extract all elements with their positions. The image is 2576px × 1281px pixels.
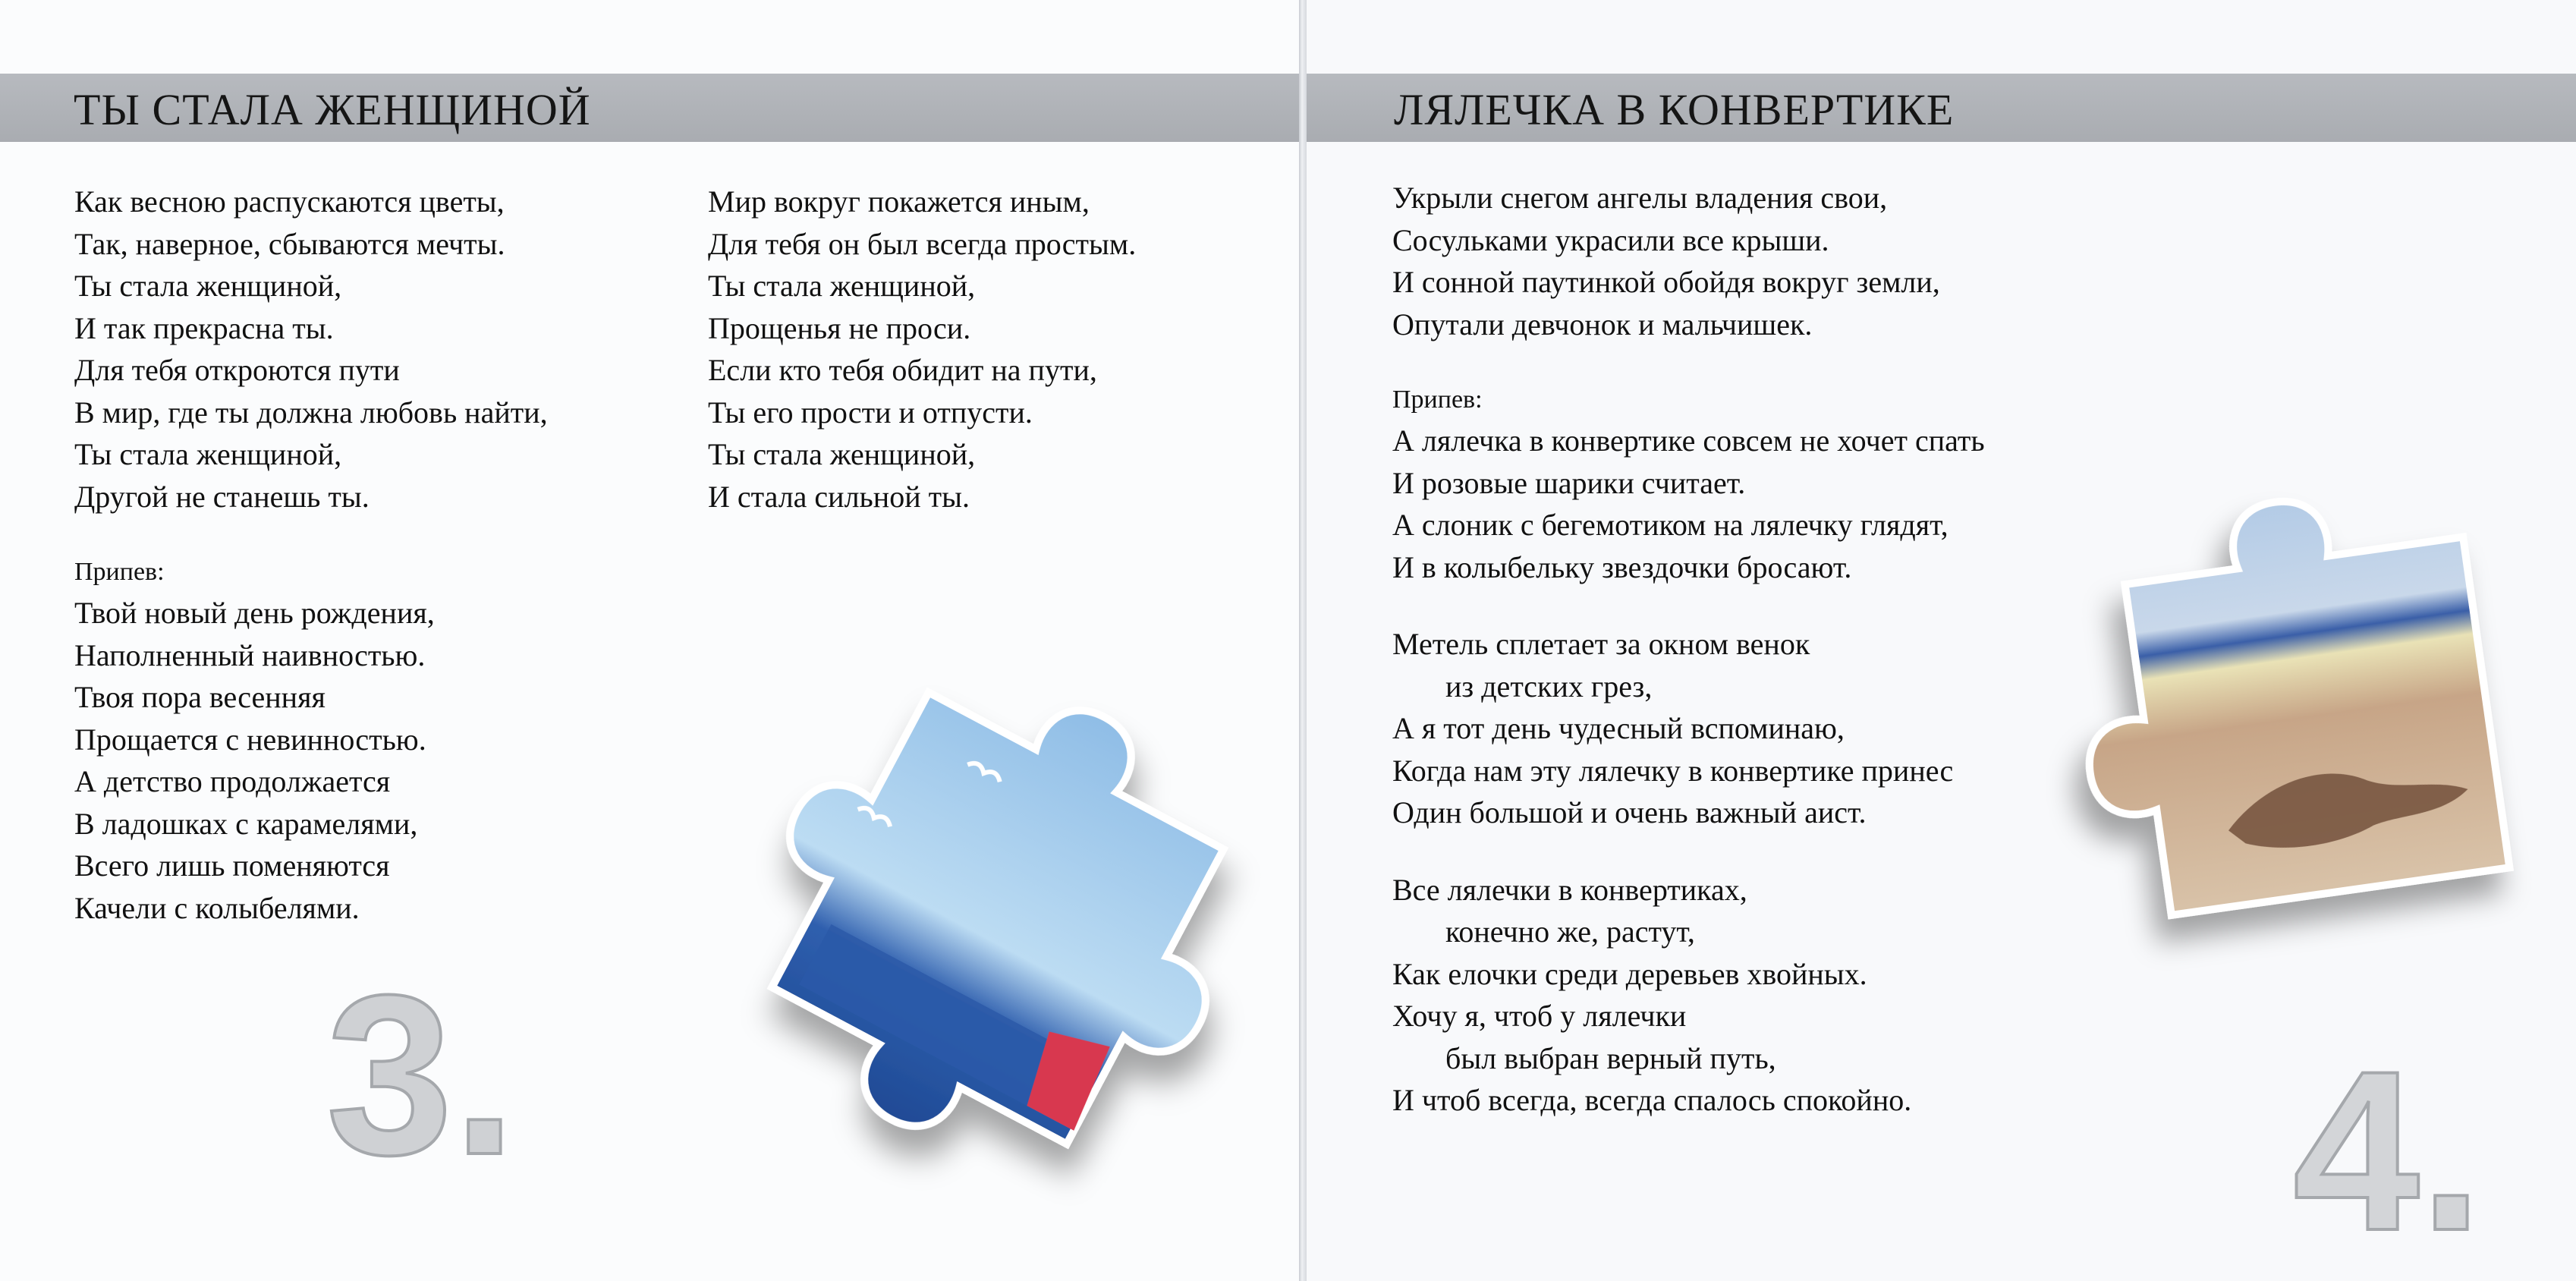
chorus-line: И в колыбельку звездочки бросают. xyxy=(1392,549,1852,584)
lyric-line: Прощенья не проси. xyxy=(708,310,971,345)
lyric-line: Метель сплетает за окном венок xyxy=(1392,627,1810,661)
lyric-line: Если кто тебя обидит на пути, xyxy=(708,353,1097,387)
chorus-line: Всего лишь поменяются xyxy=(74,848,390,883)
chorus-label: Припев: xyxy=(1392,386,1483,414)
lyric-line: Ты стала женщиной, xyxy=(74,269,342,303)
puzzle-image-beach xyxy=(2035,471,2566,1017)
lyrics-right xyxy=(1392,177,1985,1122)
lyric-line: Ты стала женщиной, xyxy=(708,437,976,471)
lyric-line: Так, наверное, сбываются мечты. xyxy=(74,226,505,261)
lyric-line: И стала сильной ты. xyxy=(708,479,970,514)
puzzle-image-sky-sea xyxy=(687,645,1294,1252)
song-title: ЛЯЛЕЧКА В КОНВЕРТИКЕ xyxy=(1394,85,1955,134)
chorus-line: А слоник с бегемотиком на лялечку глядят, xyxy=(1392,508,1949,542)
chorus-label: Припев: xyxy=(74,558,165,586)
lyric-line: Сосульками украсили все крыши. xyxy=(1392,222,1829,257)
lyric-line: Другой не станешь ты. xyxy=(74,479,370,514)
lyric-line: А я тот день чудесный вспоминаю, xyxy=(1392,711,1845,745)
page-number-3 xyxy=(326,941,561,1184)
lyric-line: Опутали девчонок и мальчишек. xyxy=(1392,307,1813,341)
lyric-line: Мир вокруг покажется иным, xyxy=(708,184,1090,219)
lyric-line: И чтоб всегда, всегда спалось спокойно. xyxy=(1392,1083,1912,1117)
book-gutter xyxy=(1299,0,1307,1281)
page-number-4 xyxy=(2293,1009,2521,1252)
chorus-line: Прощается с невинностью. xyxy=(74,722,426,757)
lyric-line: И сонной паутинкой обойдя вокруг земли, xyxy=(1392,265,1940,299)
lyric-line: И так прекрасна ты. xyxy=(74,310,334,345)
lyric-line: В мир, где ты должна любовь найти, xyxy=(74,395,548,430)
chorus-line: Качели с колыбелями. xyxy=(74,890,360,925)
lyric-line: Укрыли снегом ангелы владения свои, xyxy=(1392,181,1888,215)
chorus-line: А лялечка в конвертике совсем не хочет спать xyxy=(1392,423,1985,458)
lyric-line: Ты стала женщиной, xyxy=(708,269,976,303)
page-number-text: 3. xyxy=(326,947,517,1184)
title-band xyxy=(1307,74,2576,142)
chorus-line: А детство продолжается xyxy=(74,764,391,798)
lyric-line: Как весною распускаются цветы, xyxy=(74,184,505,219)
chorus-line: И розовые шарики считает. xyxy=(1392,465,1746,500)
lyrics-column-1 xyxy=(74,181,548,929)
lyric-line: Как елочки среди деревьев хвойных. xyxy=(1392,956,1867,991)
lyrics-column-2 xyxy=(708,181,1136,518)
lyric-line: Один большой и очень важный аист. xyxy=(1392,795,1867,829)
lyric-line: Ты его прости и отпусти. xyxy=(708,395,1033,430)
right-page xyxy=(1307,0,2576,1281)
lyric-line: Для тебя откроются пути xyxy=(74,353,400,387)
lyric-line: конечно же, растут, xyxy=(1445,914,1695,949)
lyric-line: Для тебя он был всегда простым. xyxy=(708,226,1137,261)
chorus-line: Твоя пора весенняя xyxy=(74,680,326,714)
lyric-line: Все лялечки в конвертиках, xyxy=(1392,872,1747,907)
lyric-line: Ты стала женщиной, xyxy=(74,437,342,471)
lyric-line: был выбран верный путь, xyxy=(1445,1040,1776,1075)
song-title: ТЫ СТАЛА ЖЕНЩИНОЙ xyxy=(74,85,591,134)
lyric-line: из детских грез, xyxy=(1445,669,1653,703)
lyric-line: Хочу я, чтоб у лялечки xyxy=(1392,999,1687,1033)
title-band xyxy=(0,74,1299,142)
chorus-line: Наполненный наивностью. xyxy=(74,637,426,672)
lyric-line: Когда нам эту лялечку в конвертике принес xyxy=(1392,753,1954,788)
chorus-line: В ладошках с карамелями, xyxy=(74,806,418,841)
page-number-text: 4. xyxy=(2293,1023,2483,1252)
chorus-line: Твой новый день рождения, xyxy=(74,596,435,630)
